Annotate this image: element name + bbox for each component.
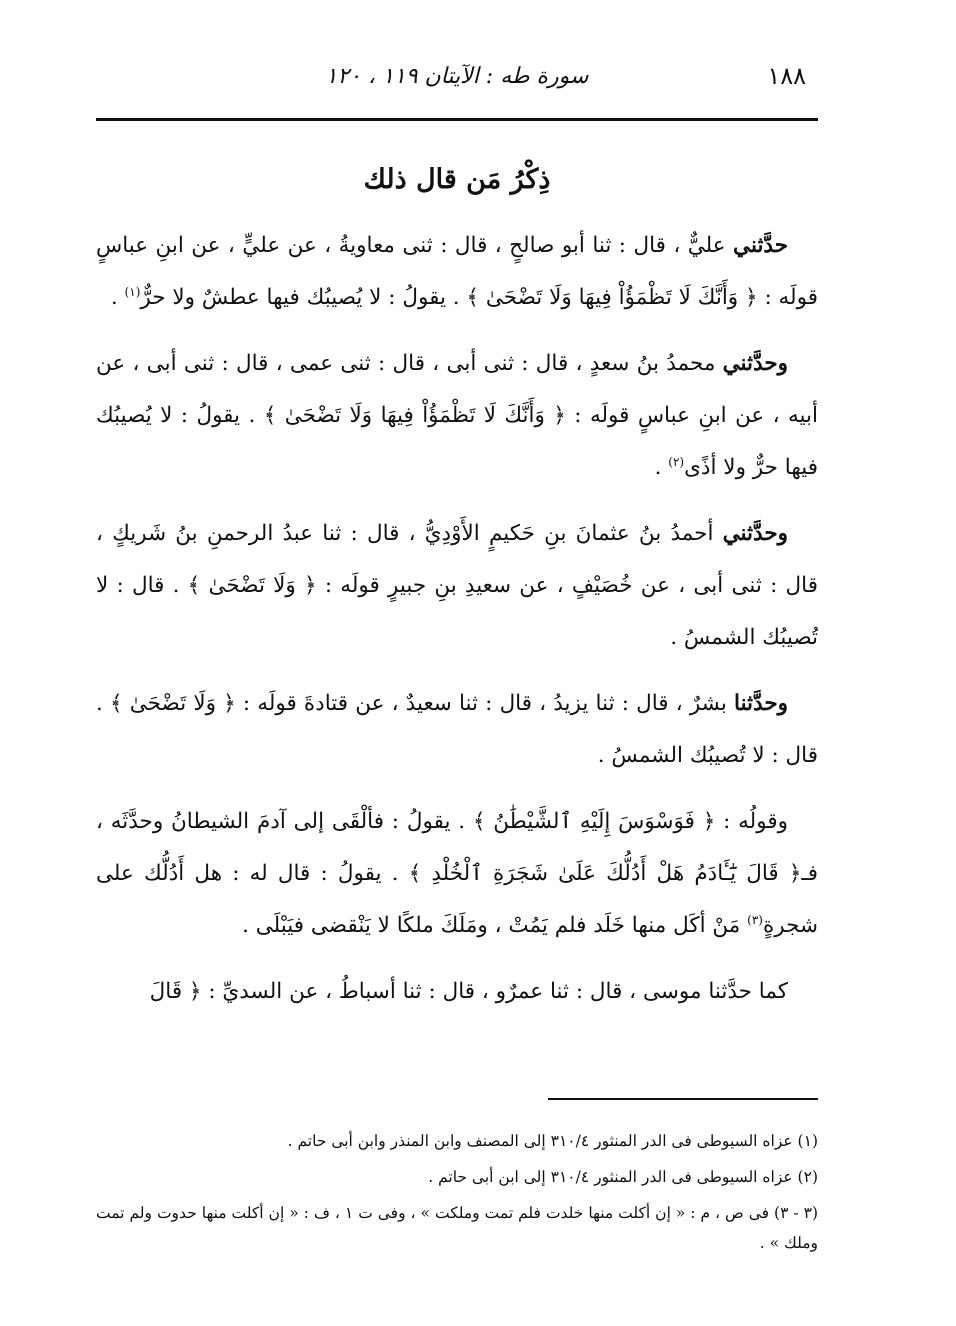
page-header [96, 58, 818, 102]
footnotes [96, 1126, 818, 1264]
paragraph-text: محمدُ بنُ سعدٍ ، قال : ثنى أبى ، قال : ثنى عمى ، قال : ثنى أبى ، عن أبيه ، عن ابنِ عباسٍ قولَه : ﴿ وَأَنَّكَ لَا تَظْمَؤُاْ فِيهَا وَلَا تَضْحَىٰ ﴾ . يقولُ : لا يُصيبُك فيها حرٌّ ولا أذًى [96, 351, 818, 480]
paragraph [96, 966, 818, 1018]
body-text [96, 220, 818, 1032]
paragraph-text: بشرٌ ، قال : ثنا يزيدُ ، قال : ثنا سعيدٌ ، عن قتادةَ قولَه : ﴿ وَلَا تَضْحَىٰ ﴾ . قال : لا تُصيبُك الشمسُ . [96, 691, 818, 768]
paragraph-text: وقولُه : ﴿ فَوَسْوَسَ إِلَيْهِ ٱلشَّيْطَٰنُ ﴾ . يقولُ : فألْقَى إلى آدمَ الشيطانُ وحدَّثَه ، فـ﴿ قَالَ يَٰٓـَٔادَمُ هَلْ أَدُلُّكَ عَلَىٰ شَجَرَةِ ٱلْخُلْدِ ﴾ . يقولُ : قال له : هل أَدُلُّك على شجرةٍ [96, 809, 818, 938]
footnote: (٢) عزاه السيوطى فى الدر المنثور ٣١٠/٤ إلى ابن أبى حاتم . [428, 1168, 818, 1186]
paragraph-text: كما حدَّثنا موسى ، قال : ثنا عمرٌو ، قال : ثنا أسباطُ ، عن السديِّ : ﴿ قَالَ [149, 979, 788, 1004]
paragraph-tail: . [654, 455, 669, 480]
paragraph-lead: وحدَّثني [722, 521, 788, 546]
paragraph-lead: وحدَّثنا [734, 691, 788, 716]
footnote-rule [548, 1098, 818, 1100]
book-page [96, 58, 818, 1298]
page-number: ١٨٨ [767, 62, 806, 90]
paragraph-lead: وحدَّثني [722, 351, 788, 376]
paragraph [96, 678, 818, 782]
footnote: (٣ - ٣) فى ص ، م : « إن أكلت منها خلدت فلم تمت وملكت » ، وفى ت ١ ، ف : « إن أكلت منها حدوت ولم تمت وملك » . [96, 1204, 819, 1252]
paragraph [96, 796, 818, 952]
footnote-ref: (٢) [668, 454, 685, 469]
paragraph-tail: مَنْ أكَل منها خَلَد فلم يَمُتْ ، ومَلَكَ ملكًا لا يَنْقضى فيَبْلَى . [242, 913, 748, 938]
footnote: (١) عزاه السيوطى فى الدر المنثور ٣١٠/٤ إلى المصنف وابن المنذر وابن أبى حاتم . [287, 1132, 818, 1150]
paragraph [96, 338, 818, 494]
footnote-ref: (١) [124, 284, 141, 299]
section-heading: ذِكْرُ مَن قال ذلك [363, 164, 551, 195]
paragraph [96, 220, 818, 324]
paragraph [96, 508, 818, 664]
paragraph-text: أحمدُ بنُ عثمانَ بنِ حَكيمٍ الأَوْدِيُّ ، قال : ثنا عبدُ الرحمنِ بنُ شَريكٍ ، قال : ثنى أبى ، عن خُصَيْفٍ ، عن سعيدِ بنِ جبيرٍ قولَه : ﴿ وَلَا تَضْحَىٰ ﴾ . قال : لا تُصيبُك الشمسُ . [96, 521, 818, 650]
paragraph-tail: . [110, 285, 125, 310]
header-rule [96, 118, 818, 121]
paragraph-lead: حدَّثني [733, 233, 788, 258]
running-title: سورة طه : الآيتان ١١٩ ، ١٢٠ [325, 64, 589, 89]
footnote-ref: (٣) [747, 912, 763, 927]
paragraph-text: عليٌّ ، قال : ثنا أبو صالحٍ ، قال : ثنى معاويةُ ، عن عليٍّ ، عن ابنِ عباسٍ قولَه : ﴿ وَأَنَّكَ لَا تَظْمَؤُاْ فِيهَا وَلَا تَضْحَىٰ ﴾ . يقولُ : لا يُصيبُك فيها عطشٌ ولا حرٌّ [96, 233, 818, 310]
